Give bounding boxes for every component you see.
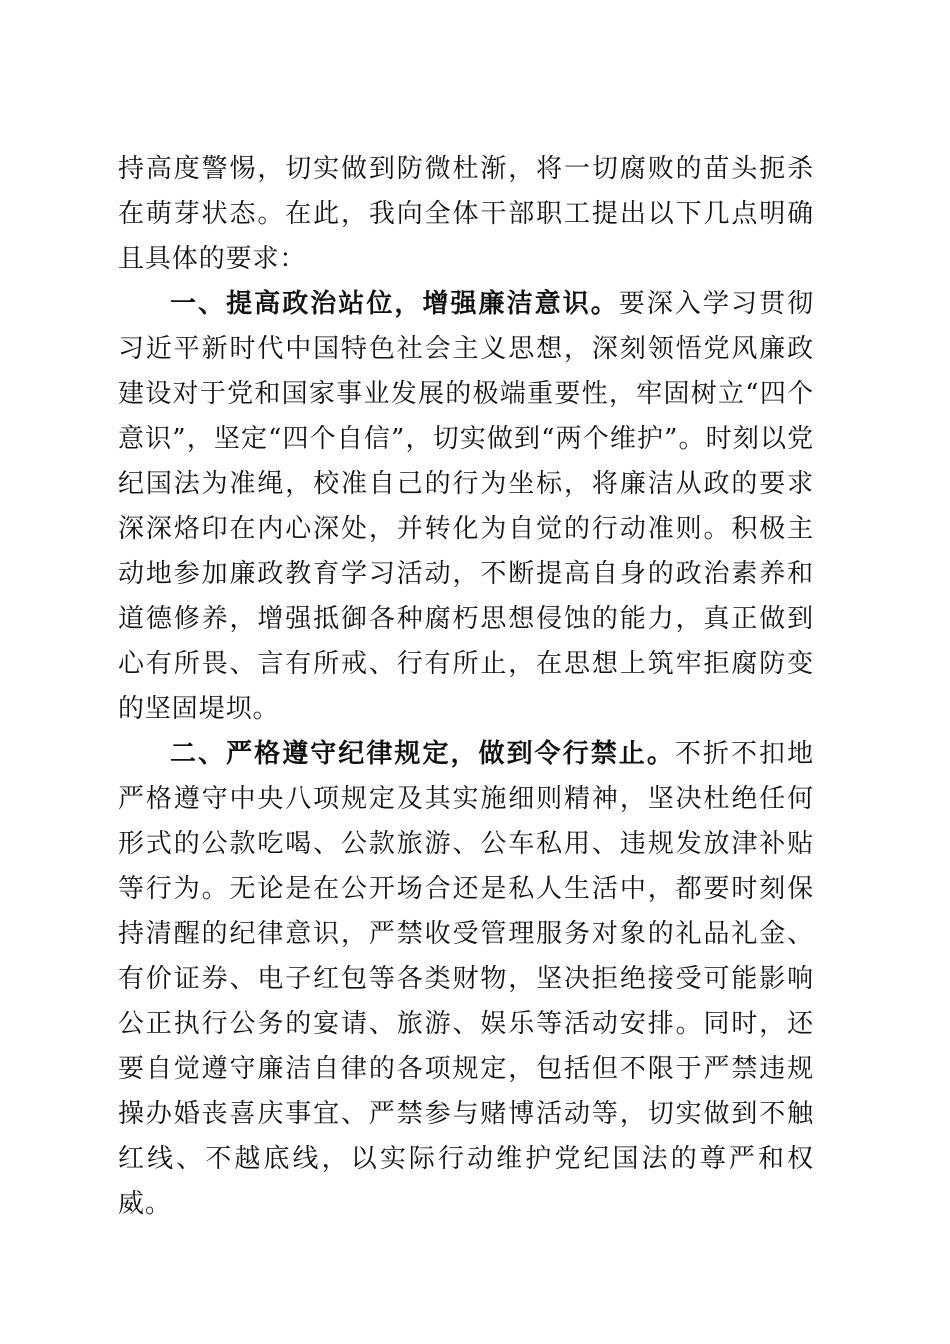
point-one-body: 要深入学习贯彻习近平新时代中国特色社会主义思想，深刻领悟党风廉政建设对于党和国家事业发展的极端重要性，牢固树立“四个意识”，坚定“四个自信”，切实做到“两个维护”。时刻以党纪国法为准绳，校准自己的行为坐标，将廉洁从政的要求深深烙印在内心深处，并转化为自觉的行动准则。积极主动地参加廉政教育学习活动，不断提高自身的政治素养和道德修养，增强抵御各种腐朽思想侵蚀的能力，真正做到心有所畏、言有所戒、行有所止，在思想上筑牢拒腐防变的坚固堤坝。 <box>118 289 814 724</box>
point-two-heading: 二、严格遵守纪律规定，做到令行禁止。 <box>170 739 675 769</box>
paragraph-point-one <box>118 282 814 732</box>
paragraph-intro-continuation <box>118 147 814 282</box>
point-one-heading: 一、提高政治站位，增强廉洁意识。 <box>170 289 619 319</box>
point-two-body: 不折不扣地严格遵守中央八项规定及其实施细则精神，坚决杜绝任何形式的公款吃喝、公款旅游、公车私用、违规发放津补贴等行为。无论是在公开场合还是私人生活中，都要时刻保持清醒的纪律意识，严禁收受管理服务对象的礼品礼金、有价证券、电子红包等各类财物，坚决拒绝接受可能影响公正执行公务的宴请、旅游、娱乐等活动安排。同时，还要自觉遵守廉洁自律的各项规定，包括但不限于严禁违规操办婚丧喜庆事宜、严禁参与赌博活动等，切实做到不触红线、不越底线，以实际行动维护党纪国法的尊严和权威。 <box>118 739 814 1219</box>
paragraph-point-two <box>118 732 814 1227</box>
paragraph-intro-text: 持高度警惕，切实做到防微杜渐，将一切腐败的苗头扼杀在萌芽状态。在此，我向全体干部职工提出以下几点明确且具体的要求： <box>118 154 814 274</box>
document-page <box>118 147 814 1227</box>
